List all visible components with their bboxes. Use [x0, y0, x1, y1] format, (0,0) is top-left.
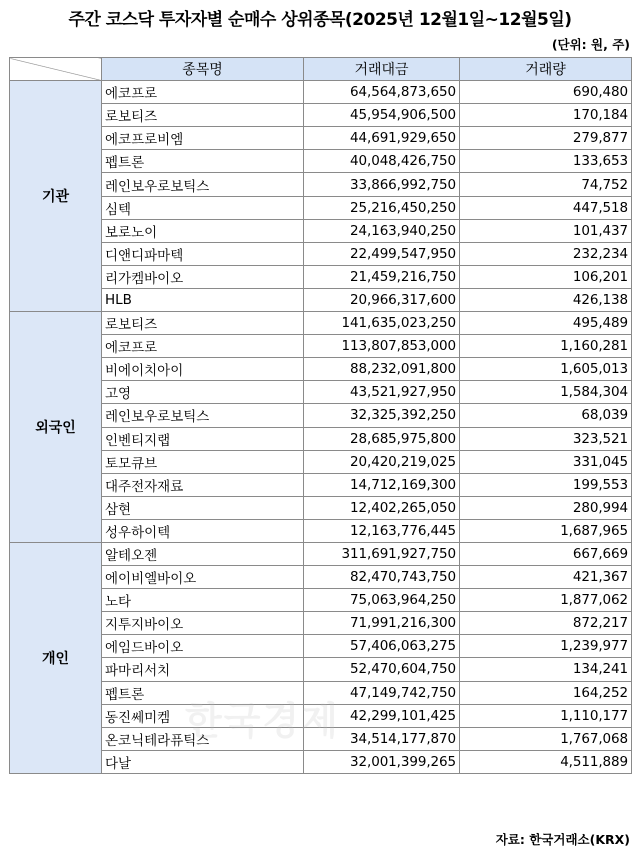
amount-cell: 20,420,219,025	[304, 450, 460, 473]
stock-name-cell: 에임드바이오	[102, 635, 304, 658]
volume-cell: 170,184	[460, 104, 632, 127]
table-row	[10, 81, 632, 104]
table-header-row	[10, 58, 632, 81]
amount-cell: 25,216,450,250	[304, 196, 460, 219]
page-title: 주간 코스닥 투자자별 순매수 상위종목(2025년 12월1일~12월5일)	[68, 10, 572, 30]
volume-cell: 134,241	[460, 658, 632, 681]
volume-cell: 872,217	[460, 612, 632, 635]
stock-name-cell: 지투지바이오	[102, 612, 304, 635]
table-row	[10, 173, 632, 196]
header-name: 종목명	[102, 58, 304, 81]
amount-cell: 47,149,742,750	[304, 681, 460, 704]
volume-cell: 279,877	[460, 127, 632, 150]
amount-cell: 88,232,091,800	[304, 358, 460, 381]
amount-cell: 45,954,906,500	[304, 104, 460, 127]
table-row	[10, 519, 632, 542]
table-row	[10, 104, 632, 127]
amount-cell: 43,521,927,950	[304, 381, 460, 404]
stock-name-cell: 인벤티지랩	[102, 427, 304, 450]
stock-name-cell: 에이비엘바이오	[102, 566, 304, 589]
table-row	[10, 265, 632, 288]
amount-cell: 40,048,426,750	[304, 150, 460, 173]
stock-name-cell: 에코프로	[102, 81, 304, 104]
stock-name-cell: 파마리서치	[102, 658, 304, 681]
stock-name-cell: 삼현	[102, 496, 304, 519]
volume-cell: 495,489	[460, 312, 632, 335]
table-row	[10, 473, 632, 496]
net-buying-table	[9, 57, 632, 774]
stock-name-cell: 토모큐브	[102, 450, 304, 473]
amount-cell: 141,635,023,250	[304, 312, 460, 335]
amount-cell: 64,564,873,650	[304, 81, 460, 104]
volume-cell: 1,605,013	[460, 358, 632, 381]
stock-name-cell: 대주전자재료	[102, 473, 304, 496]
stock-name-cell: 동진쎄미켐	[102, 704, 304, 727]
table-row	[10, 750, 632, 773]
table-row	[10, 150, 632, 173]
amount-cell: 14,712,169,300	[304, 473, 460, 496]
stock-name-cell: 성우하이텍	[102, 519, 304, 542]
table-row	[10, 358, 632, 381]
stock-name-cell: 로보티즈	[102, 104, 304, 127]
amount-cell: 44,691,929,650	[304, 127, 460, 150]
amount-cell: 33,866,992,750	[304, 173, 460, 196]
volume-cell: 74,752	[460, 173, 632, 196]
table-row	[10, 704, 632, 727]
table-row	[10, 496, 632, 519]
table-row	[10, 612, 632, 635]
volume-cell: 133,653	[460, 150, 632, 173]
volume-cell: 323,521	[460, 427, 632, 450]
stock-name-cell: HLB	[102, 288, 304, 311]
amount-cell: 82,470,743,750	[304, 566, 460, 589]
table-row	[10, 196, 632, 219]
amount-cell: 24,163,940,250	[304, 219, 460, 242]
volume-cell: 232,234	[460, 242, 632, 265]
investor-group-label: 개인	[10, 542, 102, 773]
amount-cell: 28,685,975,800	[304, 427, 460, 450]
table-row	[10, 127, 632, 150]
stock-name-cell: 에코프로	[102, 335, 304, 358]
unit-note: (단위: 원, 주)	[551, 37, 630, 52]
volume-cell: 4,511,889	[460, 750, 632, 773]
volume-cell: 331,045	[460, 450, 632, 473]
amount-cell: 12,402,265,050	[304, 496, 460, 519]
stock-name-cell: 보로노이	[102, 219, 304, 242]
stock-name-cell: 다날	[102, 750, 304, 773]
table-row	[10, 312, 632, 335]
volume-cell: 426,138	[460, 288, 632, 311]
stock-name-cell: 심텍	[102, 196, 304, 219]
stock-name-cell: 펩트론	[102, 681, 304, 704]
volume-cell: 1,767,068	[460, 727, 632, 750]
stock-name-cell: 로보티즈	[102, 312, 304, 335]
header-amount: 거래대금	[304, 58, 460, 81]
stock-name-cell: 비에이치아이	[102, 358, 304, 381]
amount-cell: 42,299,101,425	[304, 704, 460, 727]
stock-name-cell: 리가켐바이오	[102, 265, 304, 288]
amount-cell: 113,807,853,000	[304, 335, 460, 358]
volume-cell: 68,039	[460, 404, 632, 427]
table-row	[10, 335, 632, 358]
amount-cell: 12,163,776,445	[304, 519, 460, 542]
table-row	[10, 242, 632, 265]
volume-cell: 447,518	[460, 196, 632, 219]
stock-name-cell: 노타	[102, 589, 304, 612]
amount-cell: 75,063,964,250	[304, 589, 460, 612]
amount-cell: 57,406,063,275	[304, 635, 460, 658]
stock-name-cell: 에코프로비엠	[102, 127, 304, 150]
table-row	[10, 542, 632, 565]
stock-name-cell: 온코닉테라퓨틱스	[102, 727, 304, 750]
amount-cell: 32,001,399,265	[304, 750, 460, 773]
table-row	[10, 681, 632, 704]
volume-cell: 1,239,977	[460, 635, 632, 658]
table-row	[10, 288, 632, 311]
volume-cell: 667,669	[460, 542, 632, 565]
volume-cell: 1,584,304	[460, 381, 632, 404]
header-volume: 거래량	[460, 58, 632, 81]
watermark-logo: 한국경제	[185, 699, 340, 743]
table-row	[10, 381, 632, 404]
stock-name-cell: 펩트론	[102, 150, 304, 173]
volume-cell: 421,367	[460, 566, 632, 589]
source-note: 자료: 한국거래소(KRX)	[495, 832, 630, 847]
volume-cell: 199,553	[460, 473, 632, 496]
table-row	[10, 404, 632, 427]
header-corner-cell	[10, 58, 102, 81]
amount-cell: 71,991,216,300	[304, 612, 460, 635]
stock-name-cell: 알테오젠	[102, 542, 304, 565]
volume-cell: 1,877,062	[460, 589, 632, 612]
stock-name-cell: 레인보우로보틱스	[102, 173, 304, 196]
volume-cell: 106,201	[460, 265, 632, 288]
stock-name-cell: 디앤디파마텍	[102, 242, 304, 265]
volume-cell: 1,160,281	[460, 335, 632, 358]
volume-cell: 690,480	[460, 81, 632, 104]
amount-cell: 20,966,317,600	[304, 288, 460, 311]
table-row	[10, 427, 632, 450]
table-row	[10, 635, 632, 658]
table-row	[10, 450, 632, 473]
table-row	[10, 589, 632, 612]
volume-cell: 164,252	[460, 681, 632, 704]
amount-cell: 22,499,547,950	[304, 242, 460, 265]
volume-cell: 101,437	[460, 219, 632, 242]
table-row	[10, 727, 632, 750]
investor-group-label: 외국인	[10, 312, 102, 543]
investor-group-label: 기관	[10, 81, 102, 312]
volume-cell: 1,687,965	[460, 519, 632, 542]
amount-cell: 311,691,927,750	[304, 542, 460, 565]
volume-cell: 280,994	[460, 496, 632, 519]
stock-name-cell: 레인보우로보틱스	[102, 404, 304, 427]
amount-cell: 32,325,392,250	[304, 404, 460, 427]
amount-cell: 34,514,177,870	[304, 727, 460, 750]
table-row	[10, 658, 632, 681]
amount-cell: 52,470,604,750	[304, 658, 460, 681]
stock-name-cell: 고영	[102, 381, 304, 404]
table-row	[10, 566, 632, 589]
amount-cell: 21,459,216,750	[304, 265, 460, 288]
table-row	[10, 219, 632, 242]
volume-cell: 1,110,177	[460, 704, 632, 727]
